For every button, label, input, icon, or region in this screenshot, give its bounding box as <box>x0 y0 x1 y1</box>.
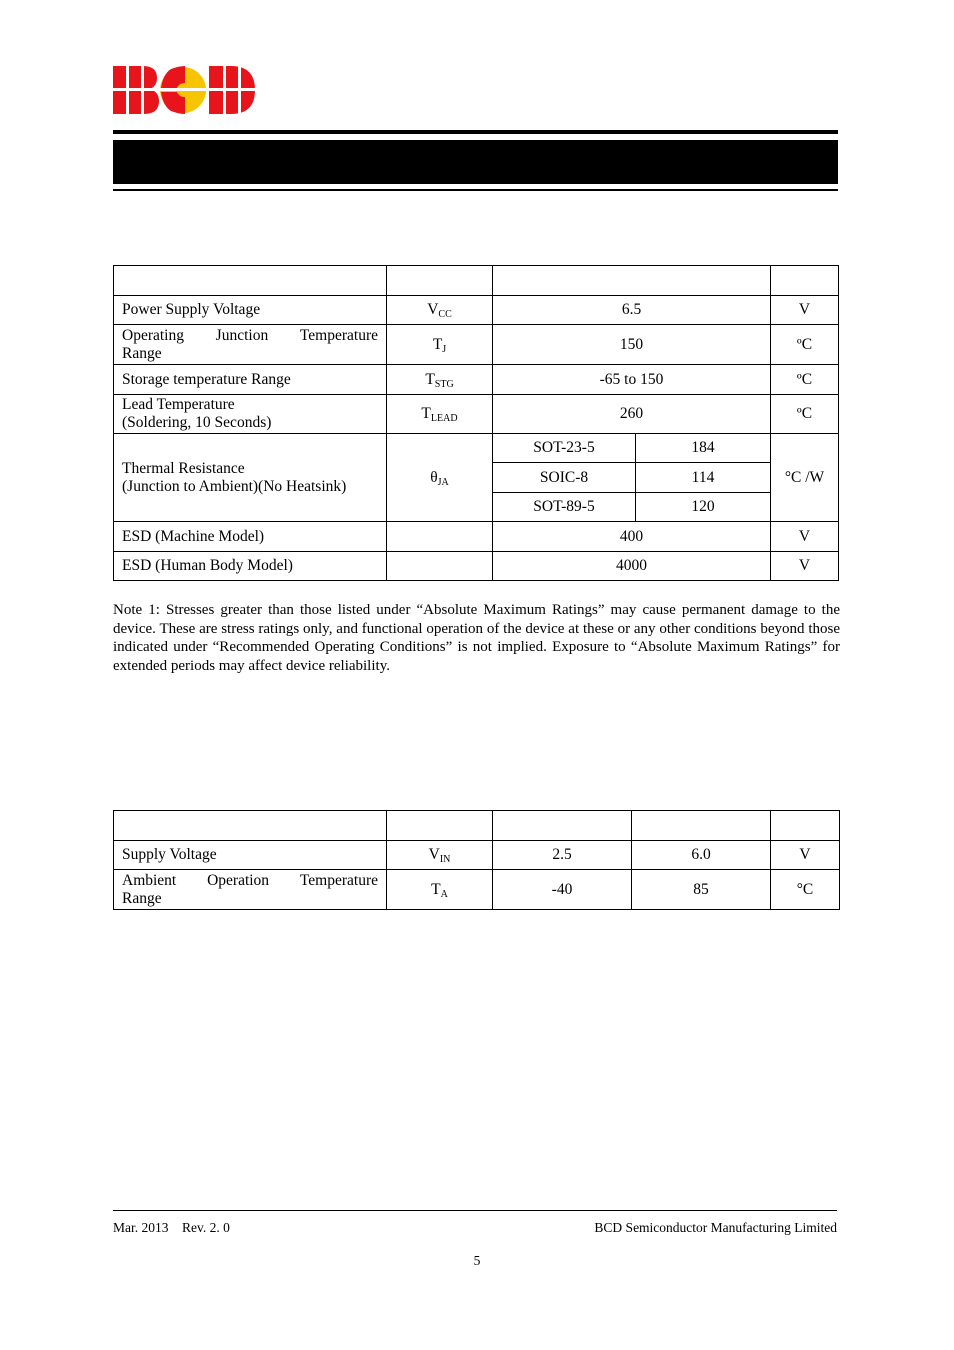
footer-date-revision: Mar. 2013 Rev. 2. 0 <box>113 1220 230 1235</box>
max-cell: 6.0 <box>632 841 771 870</box>
header-cell <box>114 811 387 841</box>
max-cell: 85 <box>632 870 771 910</box>
symbol-cell: $T_J$ <box>387 325 493 365</box>
value-cell: 4000 <box>493 552 771 581</box>
unit-cell: °C <box>771 870 840 910</box>
symbol-cell: $T_A$ <box>387 870 493 910</box>
symbol-cell <box>387 522 493 552</box>
page-number: 5 <box>473 1253 481 1268</box>
value-cell: 400 <box>493 522 771 552</box>
table-row <box>114 365 839 395</box>
symbol-cell: $V_{CC}$ <box>387 296 493 325</box>
value-cell: 120 <box>636 493 771 522</box>
header-cell <box>632 811 771 841</box>
bcd-logo <box>113 66 255 114</box>
table-row <box>114 870 840 910</box>
header-title-bar <box>113 140 838 184</box>
header-rule-thick <box>113 130 838 134</box>
unit-cell: V <box>771 296 839 325</box>
header-cell <box>387 266 493 296</box>
min-cell: 2.5 <box>493 841 632 870</box>
header-cell <box>771 811 840 841</box>
value-cell: 150 <box>493 325 771 365</box>
package-cell: SOT-23-5 <box>493 434 636 463</box>
note-1: Note 1: Stresses greater than those listed under “Absolute Maximum Ratings” may cause permanent damage to the device. These are stress ratings only, and functional operation of the device at these or any other conditions beyond those indicated under “Recommended Operating Conditions” is not implied. Exposure to “Absolute Maximum Ratings” for extended periods may affect device reliability. <box>113 602 840 674</box>
table-row <box>114 841 840 870</box>
header-cell <box>114 266 387 296</box>
parameter-cell: ESD (Machine Model) <box>114 522 387 552</box>
symbol-cell: $T_{LEAD}$ <box>387 395 493 434</box>
value-cell: 260 <box>493 395 771 434</box>
unit-cell: °C /W <box>771 434 839 522</box>
unit-cell: V <box>771 522 839 552</box>
parameter-cell: Lead Temperature (Soldering, 10 Seconds) <box>114 395 387 434</box>
header-cell <box>387 811 493 841</box>
header-cell <box>771 266 839 296</box>
package-cell: SOT-89-5 <box>493 493 636 522</box>
value-cell: 114 <box>636 463 771 493</box>
value-cell: 184 <box>636 434 771 463</box>
symbol-cell <box>387 552 493 581</box>
table-row <box>114 395 839 434</box>
package-cell: SOIC-8 <box>493 463 636 493</box>
parameter-cell: Power Supply Voltage <box>114 296 387 325</box>
symbol-cell: $T_{STG}$ <box>387 365 493 395</box>
recommended-operating-conditions-table <box>113 810 840 910</box>
table-row <box>114 434 839 463</box>
parameter-cell: Supply Voltage <box>114 841 387 870</box>
table-row <box>114 325 839 365</box>
unit-cell: V <box>771 552 839 581</box>
parameter-cell: ESD (Human Body Model) <box>114 552 387 581</box>
footer-rule <box>113 1210 837 1211</box>
symbol-cell: $V_{IN}$ <box>387 841 493 870</box>
footer-company: BCD Semiconductor Manufacturing Limited <box>594 1220 837 1235</box>
table-header-row <box>114 811 840 841</box>
unit-cell: ºC <box>771 365 839 395</box>
symbol-cell: $\theta_{JA}$ <box>387 434 493 522</box>
parameter-cell: Thermal Resistance (Junction to Ambient)(No Heatsink) <box>114 434 387 522</box>
parameter-cell: Storage temperature Range <box>114 365 387 395</box>
unit-cell: ºC <box>771 395 839 434</box>
absolute-maximum-ratings-table <box>113 265 839 581</box>
unit-cell: V <box>771 841 840 870</box>
table-header-row <box>114 266 839 296</box>
header-cell <box>493 266 771 296</box>
header-rule-thin <box>113 189 838 191</box>
table-row <box>114 522 839 552</box>
min-cell: -40 <box>493 870 632 910</box>
value-cell: 6.5 <box>493 296 771 325</box>
value-cell: -65 to 150 <box>493 365 771 395</box>
unit-cell: ºC <box>771 325 839 365</box>
table-row <box>114 296 839 325</box>
parameter-cell: Operating Junction Temperature Range <box>114 325 387 365</box>
parameter-cell: Ambient Operation Temperature Range <box>114 870 387 910</box>
header-cell <box>493 811 632 841</box>
table-row <box>114 552 839 581</box>
